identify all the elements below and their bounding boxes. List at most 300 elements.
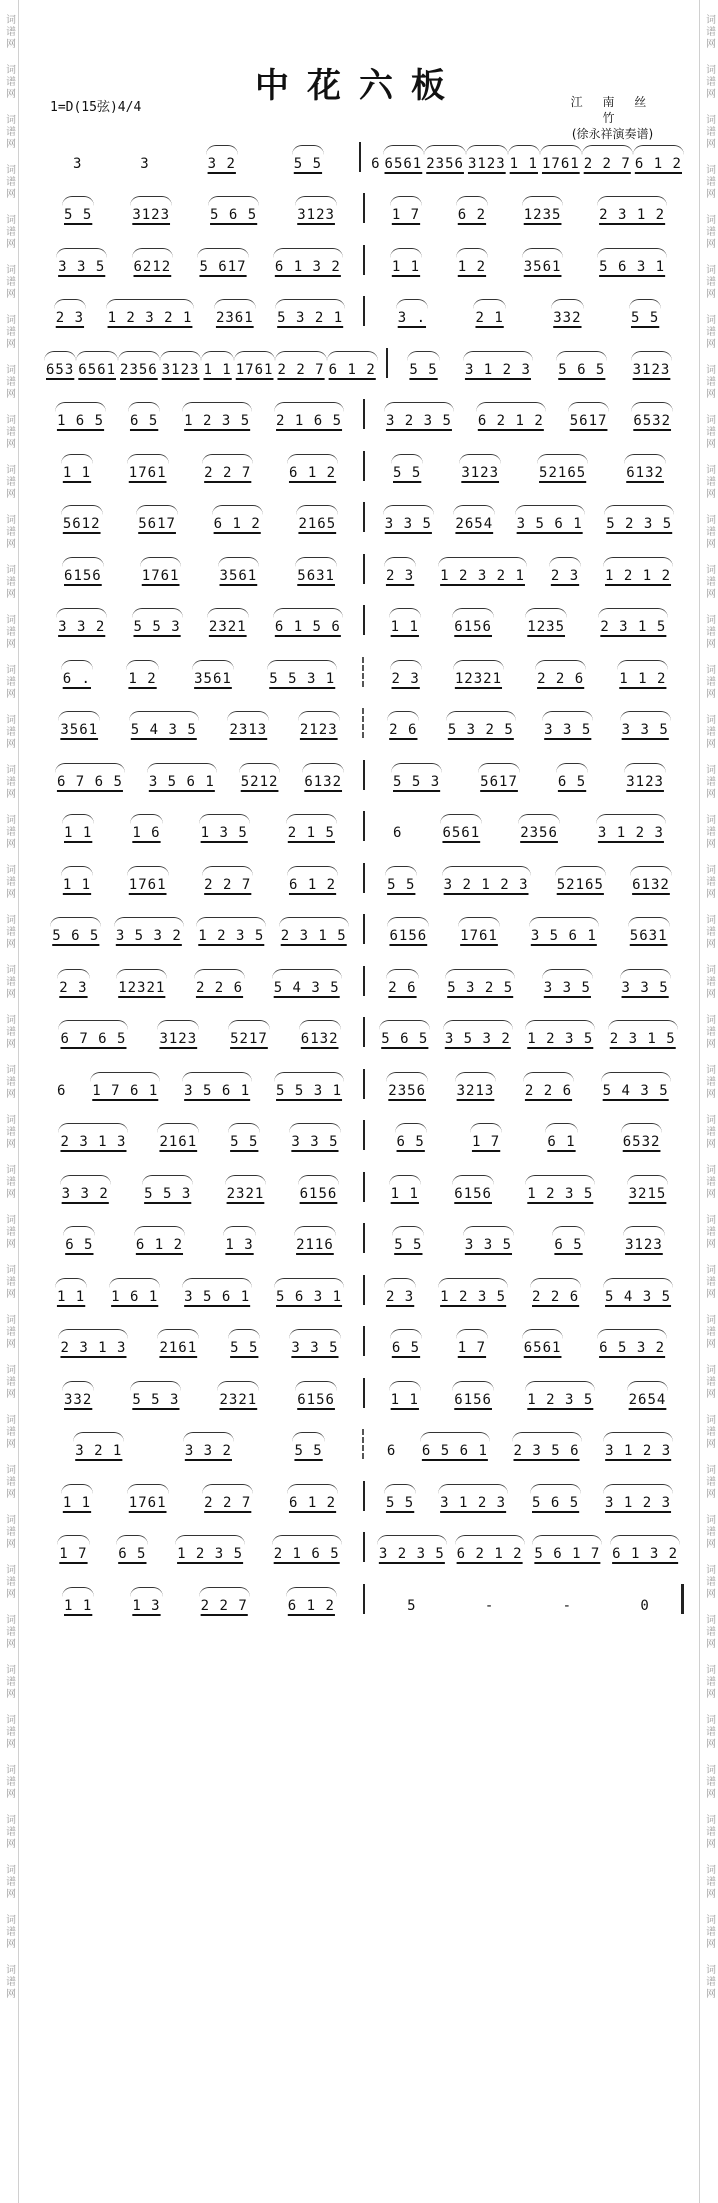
note-group: 6 2 1 2	[455, 1535, 525, 1562]
note-group: 1 2 3 5	[525, 1175, 595, 1202]
measure-left	[44, 1535, 355, 1562]
note-group: 3123	[160, 351, 202, 378]
note-group: 2 6	[386, 969, 418, 996]
bar-line	[362, 1429, 366, 1459]
measure-left	[44, 505, 355, 532]
note-group: 3 2 1 2 3	[442, 866, 531, 893]
measure-right	[369, 145, 684, 172]
measure-right	[373, 814, 684, 841]
note-group: 6156	[387, 917, 429, 944]
note-group: 3 3 5	[289, 1329, 340, 1356]
score-line	[44, 540, 684, 592]
watermark-text: 词谱网	[3, 1914, 15, 1950]
bar-line	[363, 914, 365, 944]
note-group: 6 1 2	[327, 351, 378, 378]
note-group: 5 5	[629, 299, 661, 326]
note-group: 3 5 6 1	[529, 917, 599, 944]
note-group: 3 3 2	[60, 1175, 111, 1202]
note-group: 1 6 1	[109, 1278, 160, 1305]
measure-left	[44, 711, 354, 738]
watermark-text: 词谱网	[703, 864, 715, 900]
watermark-text: 词谱网	[703, 1414, 715, 1450]
score-line	[44, 695, 684, 747]
watermark-text: 词谱网	[3, 214, 15, 250]
note-group: 5631	[628, 917, 670, 944]
note-group: 3 5 6 1	[147, 763, 217, 790]
note-group: 1 2 3 5	[182, 402, 252, 429]
note-group: 2 3	[390, 660, 422, 687]
watermark-text: 词谱网	[703, 364, 715, 400]
note-group: 5 5	[228, 1329, 260, 1356]
note-group: 3 3 5	[542, 711, 593, 738]
measure-left	[44, 299, 355, 326]
note-group: 1 2 3 5	[438, 1278, 508, 1305]
note-group: 1 1	[62, 1587, 94, 1614]
watermark-text: 词谱网	[3, 1714, 15, 1750]
note-group: 1 2	[126, 660, 158, 687]
note-group: 1 2 3 5	[525, 1381, 595, 1408]
watermark-text: 词谱网	[703, 264, 715, 300]
note-group: 1 2 1 2	[603, 557, 673, 584]
bar-line	[362, 708, 366, 738]
note-group: 6 5	[556, 763, 588, 790]
note-group: 5 5	[292, 145, 324, 172]
watermark-text: 词谱网	[703, 764, 715, 800]
note-group: 5217	[228, 1020, 270, 1047]
note-group: 6 1 3 2	[610, 1535, 680, 1562]
note-group: 5617	[478, 763, 520, 790]
note-group: 5 6 3 1	[274, 1278, 344, 1305]
watermark-text: 词谱网	[703, 1114, 715, 1150]
note-group: 1 1	[61, 1484, 93, 1511]
watermark-text: 词谱网	[703, 1764, 715, 1800]
note-group: 6 7 6 5	[58, 1020, 128, 1047]
measure-left	[44, 248, 355, 275]
watermark-text: 词谱网	[703, 414, 715, 450]
measure-left	[44, 1484, 355, 1511]
note-group: 3 2 3 5	[377, 1535, 447, 1562]
note-group: 3 3 2	[183, 1432, 234, 1459]
score-line	[44, 128, 684, 180]
watermark-text: 词谱网	[703, 1964, 715, 2000]
note-group: 5 5	[391, 454, 423, 481]
note-group: 5 5 3 1	[274, 1072, 344, 1099]
note-group: 2654	[627, 1381, 669, 1408]
note-group: 6	[393, 825, 403, 841]
note-group: 1 1	[62, 814, 94, 841]
note-group: 2 2 7	[582, 145, 633, 172]
note-group: 5 5	[228, 1123, 260, 1150]
watermark-text: 词谱网	[3, 1764, 15, 1800]
note-group: 3 5 3 2	[114, 917, 184, 944]
note-group: 0	[640, 1597, 650, 1614]
note-group: 2 2 6	[523, 1072, 574, 1099]
measure-right	[373, 196, 684, 223]
note-group: 2 1	[473, 299, 505, 326]
note-group: 2 2 7	[202, 1484, 253, 1511]
measure-right	[373, 1226, 684, 1253]
note-group: 6 2	[456, 196, 488, 223]
note-group: 5 5 3 1	[267, 660, 337, 687]
score-line	[44, 180, 684, 232]
note-group: 5212	[239, 763, 281, 790]
score-line	[44, 1570, 684, 1622]
note-group: 6 2 1 2	[476, 402, 546, 429]
note-group: 5 3 2 1	[275, 299, 345, 326]
note-group: 332	[62, 1381, 94, 1408]
note-group: 5 3 2 5	[446, 711, 516, 738]
note-group: 653	[44, 351, 76, 378]
note-group: 6156	[62, 557, 104, 584]
measure-right	[373, 557, 684, 584]
note-group: 1 2 3 5	[196, 917, 266, 944]
bar-line	[363, 1017, 365, 1047]
watermark-text: 词谱网	[703, 464, 715, 500]
bar-line	[362, 657, 366, 687]
bar-line	[363, 1069, 365, 1099]
note-group: 6 1 5 6	[273, 608, 343, 635]
watermark-text: 词谱网	[703, 664, 715, 700]
measure-right	[396, 351, 684, 378]
watermark-text: 词谱网	[3, 1164, 15, 1200]
note-group: 5 4 3 5	[272, 969, 342, 996]
note-group: 52165	[537, 454, 588, 481]
watermark-text: 词谱网	[3, 1464, 15, 1500]
watermark-text: 词谱网	[703, 1464, 715, 1500]
note-group: 2123	[298, 711, 340, 738]
watermark-text: 词谱网	[3, 664, 15, 700]
note-group: 5 4 3 5	[601, 1072, 671, 1099]
note-group: 6	[386, 1443, 397, 1459]
note-group: 1 7	[57, 1535, 89, 1562]
note-group: 6 1 2	[287, 1484, 338, 1511]
measure-left	[44, 1278, 355, 1305]
watermark-text: 词谱网	[703, 314, 715, 350]
note-group: 12321	[453, 660, 504, 687]
note-group: 3561	[192, 660, 234, 687]
note-group: 3215	[627, 1175, 669, 1202]
measure-right	[373, 248, 684, 275]
watermark-text: 词谱网	[703, 714, 715, 750]
watermark-text: 词谱网	[3, 464, 15, 500]
bar-line	[363, 399, 365, 429]
measure-right	[374, 711, 684, 738]
note-group: 5617	[136, 505, 178, 532]
note-group: 1 1	[508, 145, 540, 172]
note-group: 5612	[61, 505, 103, 532]
note-group: 1761	[540, 145, 582, 172]
score-title: 中花六板	[255, 66, 463, 106]
watermark-text: 词谱网	[703, 1664, 715, 1700]
note-group: 52165	[555, 866, 606, 893]
watermark-text: 词谱网	[703, 164, 715, 200]
bar-line	[363, 451, 365, 481]
watermark-text: 词谱网	[703, 1014, 715, 1050]
credit-source: 江 南 丝 竹	[570, 95, 655, 125]
watermark-text: 词谱网	[703, 1564, 715, 1600]
note-group: 3 1 2 3	[596, 814, 666, 841]
measure-right	[373, 866, 684, 893]
bar-line	[363, 760, 365, 790]
note-group: 6 1 2	[286, 1587, 337, 1614]
note-group: 3 3 5	[542, 969, 593, 996]
note-group: 5 5 3	[142, 1175, 193, 1202]
note-group: 1 7 6 1	[90, 1072, 160, 1099]
note-group: 3561	[522, 248, 564, 275]
note-group: 1 2 3 2 1	[106, 299, 195, 326]
measure-right	[374, 660, 684, 687]
watermark-text: 词谱网	[3, 1064, 15, 1100]
note-group: 332	[551, 299, 583, 326]
note-group: 1 6	[130, 814, 162, 841]
note-group: 1 1	[390, 248, 422, 275]
note-group: 2 2 7	[202, 866, 253, 893]
note-group: 6 1 2	[134, 1226, 185, 1253]
note-group: 2356	[118, 351, 160, 378]
note-group: 2313	[227, 711, 269, 738]
measure-right	[373, 917, 684, 944]
score-line	[44, 746, 684, 798]
note-group: 6532	[621, 1123, 663, 1150]
note-group: 6156	[298, 1175, 340, 1202]
note-group: 1761	[140, 557, 182, 584]
note-group: 6132	[302, 763, 344, 790]
measure-left	[44, 1072, 355, 1099]
bar-line	[386, 348, 388, 378]
note-group: 2116	[294, 1226, 336, 1253]
note-group: 5 6 5	[208, 196, 259, 223]
note-group: 1 1 2	[617, 660, 668, 687]
score-line	[44, 1261, 684, 1313]
note-group: 3123	[295, 196, 337, 223]
note-group: 3 2 3 5	[384, 402, 454, 429]
note-group: 6561	[383, 145, 425, 172]
note-group: 6156	[452, 1381, 494, 1408]
measure-left	[44, 763, 355, 790]
note-group: 1 3	[223, 1226, 255, 1253]
note-group: 2 1 6 5	[274, 402, 344, 429]
watermark-text: 词谱网	[703, 1714, 715, 1750]
note-group: 2 3	[384, 1278, 416, 1305]
watermark-text: 词谱网	[3, 264, 15, 300]
watermark-text: 词谱网	[703, 1064, 715, 1100]
note-group: 3 5 6 1	[182, 1278, 252, 1305]
watermark-text: 词谱网	[3, 1564, 15, 1600]
measure-left	[44, 1123, 355, 1150]
watermark-text: 词谱网	[3, 964, 15, 1000]
score-line	[44, 849, 684, 901]
note-group: 2 3	[549, 557, 581, 584]
watermark-text: 词谱网	[3, 314, 15, 350]
note-group: 3213	[455, 1072, 497, 1099]
watermark-text: 词谱网	[703, 114, 715, 150]
note-group: 1 1	[61, 866, 93, 893]
note-group: -	[562, 1597, 573, 1614]
note-group: 2356	[424, 145, 466, 172]
note-group: 3 3 5	[620, 969, 671, 996]
watermark-text: 词谱网	[3, 14, 15, 50]
note-group: 3 3 2	[56, 608, 107, 635]
measure-left	[44, 1175, 355, 1202]
bar-line	[363, 605, 365, 635]
measure-right	[373, 1072, 684, 1099]
bar-line	[363, 1481, 365, 1511]
note-group: 6 5 3 2	[597, 1329, 667, 1356]
watermark-text: 词谱网	[703, 64, 715, 100]
measure-left	[44, 196, 355, 223]
note-group: 5 6 5	[50, 917, 101, 944]
note-group: 6	[371, 155, 381, 172]
bar-line	[363, 245, 365, 275]
note-group: 6132	[299, 1020, 341, 1047]
measure-left	[44, 557, 355, 584]
note-group: 2 2 7	[275, 351, 326, 378]
note-group: 12321	[116, 969, 167, 996]
measure-right	[373, 505, 684, 532]
note-group: 2 1 5	[286, 814, 337, 841]
note-group: 1761	[127, 454, 169, 481]
note-group: 2 2 6	[530, 1278, 581, 1305]
note-group: 5 5	[384, 1484, 416, 1511]
note-group: 2 3 1 5	[598, 608, 668, 635]
measure-left	[44, 608, 355, 635]
watermark-text: 词谱网	[3, 864, 15, 900]
note-group: 1 1	[61, 454, 93, 481]
note-group: 5 5 3	[132, 608, 183, 635]
note-group: 2161	[157, 1123, 199, 1150]
watermark-text: 词谱网	[3, 1864, 15, 1900]
watermark-text: 词谱网	[703, 1914, 715, 1950]
note-group: 2 3	[57, 969, 89, 996]
watermark-strip-left	[0, 0, 19, 2203]
score-line	[44, 952, 684, 1004]
watermark-text: 词谱网	[3, 1964, 15, 2000]
note-group: 5 5	[292, 1432, 324, 1459]
note-group: 6561	[76, 351, 118, 378]
bar-line	[363, 1378, 365, 1408]
note-group: 2 3 5 6	[512, 1432, 582, 1459]
note-group: 3561	[58, 711, 100, 738]
note-group: 6 5	[395, 1123, 427, 1150]
note-group: 3123	[157, 1020, 199, 1047]
watermark-text: 词谱网	[703, 1514, 715, 1550]
note-group: 3 5 6 1	[515, 505, 585, 532]
note-group: 5 617	[197, 248, 248, 275]
note-group: 2 3 1 2	[597, 196, 667, 223]
watermark-text: 词谱网	[3, 1514, 15, 1550]
measure-right	[373, 1123, 684, 1150]
note-group: 1 1	[55, 1278, 87, 1305]
note-group: 5 3 2 5	[445, 969, 515, 996]
note-group: 3 3 5	[620, 711, 671, 738]
score-line	[44, 798, 684, 850]
note-group: 2161	[157, 1329, 199, 1356]
bar-line	[363, 1223, 365, 1253]
note-group: 1235	[525, 608, 567, 635]
watermark-text: 词谱网	[703, 914, 715, 950]
note-group: 2 2 6	[194, 969, 245, 996]
note-group: 3123	[466, 145, 508, 172]
note-group: 6532	[631, 402, 673, 429]
measure-right	[374, 1432, 684, 1459]
measure-right	[373, 969, 684, 996]
note-group: 5 5	[62, 196, 94, 223]
note-group: 6 1 2	[212, 505, 263, 532]
bar-line	[363, 863, 365, 893]
note-group: 2321	[207, 608, 249, 635]
note-group: 3 1 2 3	[463, 351, 533, 378]
note-group: 6132	[624, 454, 666, 481]
note-group: 3	[72, 155, 83, 172]
measure-right	[373, 1278, 684, 1305]
measure-left	[44, 969, 355, 996]
bar-line	[363, 1326, 365, 1356]
watermark-text: 词谱网	[3, 1014, 15, 1050]
measure-right	[373, 1484, 684, 1511]
score-line	[44, 1364, 684, 1416]
note-group: 5 6 5	[379, 1020, 430, 1047]
note-group: 1 7	[470, 1123, 502, 1150]
measure-left	[44, 1226, 355, 1253]
score-line	[44, 643, 684, 695]
bar-line	[363, 296, 365, 326]
measure-left	[44, 351, 378, 378]
note-group: 1 3 5	[199, 814, 250, 841]
note-group: 5 6 3 1	[597, 248, 667, 275]
watermark-text: 词谱网	[3, 1814, 15, 1850]
measure-right	[373, 299, 684, 326]
score-line	[44, 1004, 684, 1056]
bar-line	[363, 1275, 365, 1305]
note-group: 6 7 6 5	[55, 763, 125, 790]
watermark-text: 词谱网	[703, 1814, 715, 1850]
score-line	[44, 1158, 684, 1210]
watermark-text: 词谱网	[3, 1214, 15, 1250]
note-group: 5 2 3 5	[604, 505, 674, 532]
watermark-text: 词谱网	[703, 1864, 715, 1900]
note-group: 5 6 5	[556, 351, 607, 378]
bar-line	[363, 811, 365, 841]
note-group: 2 3 1 5	[608, 1020, 678, 1047]
watermark-text: 词谱网	[703, 214, 715, 250]
note-group: 3 3 5	[56, 248, 107, 275]
note-group: 1 3	[130, 1587, 162, 1614]
watermark-text: 词谱网	[703, 514, 715, 550]
measure-right	[373, 1020, 684, 1047]
watermark-text: 词谱网	[703, 1614, 715, 1650]
note-group: 6	[56, 1082, 67, 1099]
watermark-text: 词谱网	[3, 1264, 15, 1300]
bar-line	[363, 966, 365, 996]
score-line	[44, 489, 684, 541]
note-group: 6 5 6 1	[420, 1432, 490, 1459]
note-group: 5 4 3 5	[603, 1278, 673, 1305]
note-group: 3 .	[396, 299, 428, 326]
note-group: 5 5 3	[130, 1381, 181, 1408]
watermark-text: 词谱网	[3, 614, 15, 650]
note-group: 6132	[630, 866, 672, 893]
note-group: 5 5	[385, 866, 417, 893]
credit-note: (徐永祥演奏谱)	[571, 127, 654, 141]
note-group: 6 5	[116, 1535, 148, 1562]
watermark-text: 词谱网	[3, 564, 15, 600]
note-group: 6561	[440, 814, 482, 841]
score-line	[44, 1210, 684, 1262]
note-group: 1 1	[201, 351, 233, 378]
note-group: 1761	[127, 866, 169, 893]
measure-right	[373, 1329, 684, 1356]
bar-line	[363, 1172, 365, 1202]
